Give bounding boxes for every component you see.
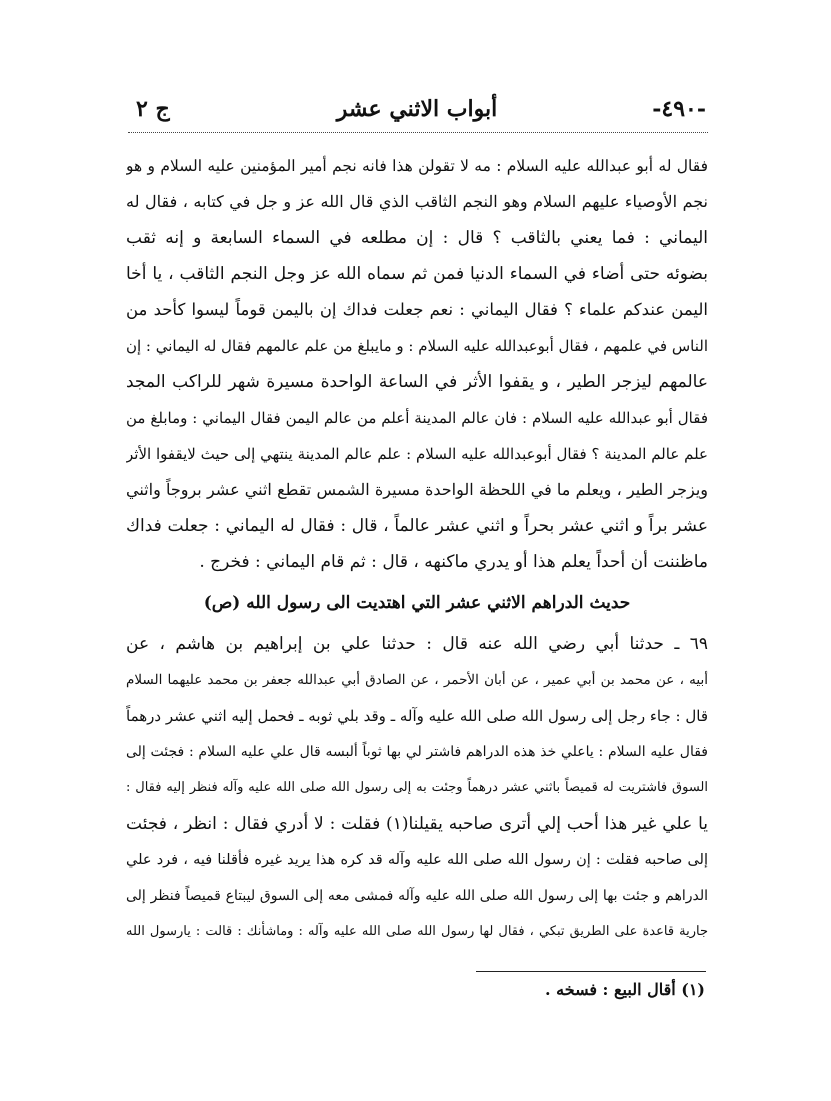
text-line: ٦٩ ـ حدثنا أبي رضي الله عنه قال : حدثنا علي بن إبراهيم بن هاشم ، عن: [126, 634, 708, 654]
running-title: أبواب الاثني عشر: [336, 96, 498, 122]
text-line: نجم الأوصياء عليهم السلام وهو النجم الثاقب الذي قال الله عز و جل في كتابه ، فقال له: [126, 192, 708, 211]
text-line: فقال عليه السلام : ياعلي خذ هذه الدراهم فاشتر لي بها ثوباً ألبسه قال علي عليه السلام : فجئت إلى: [126, 744, 708, 760]
text-line: عالمهم ليزجر الطير ، و يقفوا الأثر في الساعة الواحدة مسيرة شهر للراكب المجد: [126, 372, 708, 392]
paragraph-1: [126, 148, 708, 580]
text-line: الناس في علمهم ، فقال أبوعبدالله عليه السلام : و مايبلغ من علم عالمهم فقال له اليماني : إن: [126, 337, 708, 355]
footnote: (١) أقال البيع : فسخه .: [545, 980, 705, 999]
text-line: السوق فاشتريت له قميصاً باثني عشر درهماً وجئت به إلى رسول الله صلى الله عليه وآله فنظر إليه فقال :: [126, 780, 708, 795]
text-line: جارية قاعدة على الطريق تبكي ، فقال لها رسول الله صلى الله عليه وآله : وماشأنك : قالت : يارسول الله: [126, 924, 708, 939]
text-line: الدراهم و جئت بها إلى رسول الله صلى الله عليه وآله فمشى معه إلى السوق ليبتاع قميصاً فنظر إلى: [126, 888, 708, 904]
text-line: إلى صاحبه فقلت : إن رسول الله صلى الله عليه وآله قد كره هذا يريد غيره فأقلنا فيه ، فرد علي: [126, 852, 708, 868]
text-line: فقال له أبو عبدالله عليه السلام : مه لا تقولن هذا فانه نجم أمير المؤمنين عليه السلام و هو: [126, 157, 708, 175]
text-line: قال : جاء رجل إلى رسول الله صلى الله عليه وآله ـ وقد بلي ثوبه ـ فحمل إليه اثني عشر درهماً: [126, 707, 708, 725]
paragraph-2: [126, 626, 708, 950]
page-header: [128, 92, 706, 132]
page-number: -٤٩٠-: [652, 96, 706, 122]
header-divider: [128, 132, 708, 133]
text-line: بضوئه حتى أضاء في السماء الدنيا فمن ثم سماه الله عز وجل النجم الثاقب ، يا أخا: [126, 264, 708, 284]
text-line: ويزجر الطير ، ويعلم ما في اللحظة الواحدة مسيرة الشمس تقطع اثني عشر بروجاً واثني: [126, 480, 708, 499]
text-line: علم عالم المدينة ؟ فقال أبوعبدالله عليه السلام : علم عالم المدينة ينتهي إلى حيث لايقفوا الأثر: [126, 445, 708, 463]
text-line: اليمن عندكم علماء ؟ فقال اليماني : نعم جعلت فداك إن باليمن قوماً ليسوا كأحد من: [126, 300, 708, 319]
text-line: ماظننت أن أحداً يعلم هذا أو يدري ماكنهه ، قال : ثم قام اليماني : فخرج .: [199, 552, 708, 572]
text-line: فقال أبو عبدالله عليه السلام : فان عالم المدينة أعلم من عالم اليمن فقال اليماني : ومابلغ من: [126, 409, 708, 427]
text-line: يا علي غير هذا أحب إلي أترى صاحبه يقيلنا(١) فقلت : لا أدري فقال : انظر ، فجئت: [126, 814, 708, 834]
text-line: أبيه ، عن محمد بن أبي عمير ، عن أبان الأحمر ، عن الصادق أبي عبدالله جعفر بن محمد عليهما السلام: [126, 672, 708, 688]
text-line: اليماني : فما يعني بالثاقب ؟ قال : إن مطلعه في السماء السابعة و إنه ثقب: [126, 228, 708, 248]
volume-label: ج ٢: [136, 96, 170, 122]
footnote-divider: [476, 971, 706, 972]
text-line: عشر براً و اثني عشر بحراً و اثني عشر عالماً ، قال : فقال له اليماني : جعلت فداك: [126, 516, 708, 536]
section-heading: حديث الدراهم الاثني عشر التي اهتديت الى رسول الله (ص): [203, 593, 631, 613]
main-text: [126, 148, 708, 950]
